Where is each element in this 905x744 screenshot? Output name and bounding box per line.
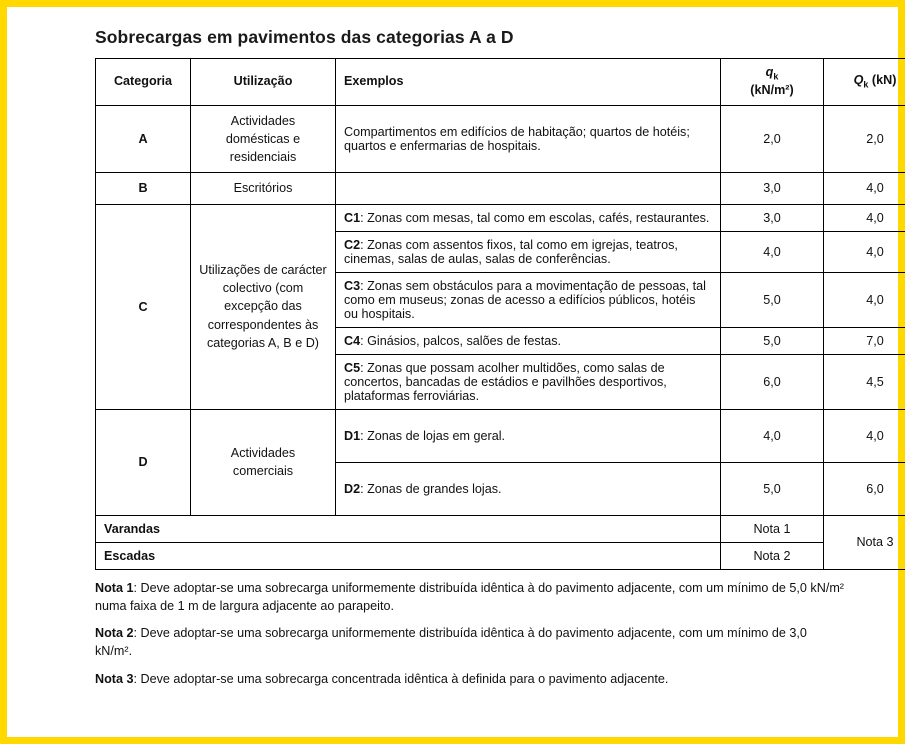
note-1-label: Nota 1	[95, 580, 134, 595]
note-1-text: : Deve adoptar-se uma sobrecarga uniformemente distribuída idêntica à do pavimento adjacente, com um mínimo de 5,0 kN/m² numa faixa de 1 m de largura adjacente ao parapeito.	[95, 580, 845, 613]
note-3-text: : Deve adoptar-se uma sobrecarga concentrada idêntica à definida para o pavimento adjacente.	[133, 671, 669, 686]
cell-Qk-c2: 4,0	[824, 231, 905, 272]
exemplo-text-c5: : Zonas que possam acolher multidões, como salas de concertos, bancadas de estádios e pavilhões desportivos, plataformas ferroviárias.	[344, 360, 667, 403]
Qk-subscript: k	[863, 79, 869, 90]
cell-qk-varandas: Nota 1	[721, 515, 824, 542]
cell-Qk-c4: 7,0	[824, 327, 905, 354]
exemplo-label-c1: C1	[344, 210, 361, 225]
table-header-row	[96, 59, 905, 106]
note-2	[95, 624, 847, 661]
page-title: Sobrecargas em pavimentos das categorias A a D	[95, 27, 514, 47]
cell-categoria-d: D	[96, 409, 191, 515]
cell-qk-d2: 5,0	[721, 462, 824, 515]
cell-exemplo-d1	[336, 409, 721, 462]
exemplo-text-c1: : Zonas com mesas, tal como em escolas, cafés, restaurantes.	[360, 210, 710, 225]
exemplo-text-c3: : Zonas sem obstáculos para a movimentação de pessoas, tal como em museus; zonas de acesso a edifícios públicos, hotéis ou hospitais.	[344, 278, 706, 321]
notes-section	[95, 579, 847, 688]
cell-qk-c5: 6,0	[721, 354, 824, 409]
cell-exemplo-c3	[336, 272, 721, 327]
column-header-exemplos: Exemplos	[336, 59, 721, 106]
table-row	[96, 105, 905, 173]
Qk-symbol: Q	[853, 72, 864, 87]
exemplo-label-c5: C5	[344, 360, 361, 375]
note-2-label: Nota 2	[95, 626, 134, 640]
cell-Qk-c1: 4,0	[824, 204, 905, 231]
Qk-unit: (kN)	[868, 72, 897, 87]
cell-Qk-varandas-escadas: Nota 3	[824, 515, 905, 569]
cell-qk-c4: 5,0	[721, 327, 824, 354]
cell-qk-escadas: Nota 2	[721, 542, 824, 569]
cell-varandas-label: Varandas	[96, 515, 721, 542]
cell-qk-d1: 4,0	[721, 409, 824, 462]
exemplo-text-c2: : Zonas com assentos fixos, tal como em igrejas, teatros, cinemas, salas de aulas, salas de conferências.	[344, 237, 678, 266]
table-row	[96, 515, 905, 542]
cell-qk-c3: 5,0	[721, 272, 824, 327]
cell-exemplo-c2	[336, 231, 721, 272]
exemplo-label-c3: C3	[344, 278, 361, 293]
exemplo-text-d1: : Zonas de lojas em geral.	[360, 428, 506, 443]
note-3-label: Nota 3	[95, 671, 134, 686]
cell-utilizacao-a: Actividades domésticas e residenciais	[191, 105, 336, 173]
column-header-utilizacao: Utilização	[191, 59, 336, 106]
note-1	[95, 579, 847, 616]
cell-escadas-label: Escadas	[96, 542, 721, 569]
exemplo-label-c2: C2	[344, 237, 361, 252]
exemplo-text-d2: : Zonas de grandes lojas.	[360, 481, 502, 496]
cell-Qk-d1: 4,0	[824, 409, 905, 462]
cell-utilizacao-c: Utilizações de carácter colectivo (com excepção das correspondentes às categorias A, B e D)	[191, 204, 336, 409]
qk-subscript: k	[773, 71, 779, 82]
table-header	[96, 59, 905, 106]
note-2-text: : Deve adoptar-se uma sobrecarga uniformemente distribuída idêntica à do pavimento adjacente, com um mínimo de 3,0 kN/m².	[95, 626, 807, 659]
qk-unit: (kN/m²)	[750, 82, 794, 97]
cell-exemplo-c1	[336, 204, 721, 231]
cell-Qk-b: 4,0	[824, 173, 905, 204]
cell-qk-c2: 4,0	[721, 231, 824, 272]
table-row	[96, 173, 905, 204]
column-header-Qk	[824, 59, 905, 106]
table-row	[96, 409, 905, 462]
cell-qk-c1: 3,0	[721, 204, 824, 231]
table-row	[96, 542, 905, 569]
cell-categoria-a: A	[96, 105, 191, 173]
cell-Qk-c5: 4,5	[824, 354, 905, 409]
cell-qk-b: 3,0	[721, 173, 824, 204]
cell-Qk-a: 2,0	[824, 105, 905, 173]
cell-exemplo-c4	[336, 327, 721, 354]
cell-exemplo-b	[336, 173, 721, 204]
cell-exemplo-a: Compartimentos em edifícios de habitação; quartos de hotéis; quartos e enfermarias de hospitais.	[336, 105, 721, 173]
cell-categoria-c: C	[96, 204, 191, 409]
exemplo-label-c4: C4	[344, 333, 361, 348]
table-row	[96, 204, 905, 231]
cell-exemplo-c5	[336, 354, 721, 409]
qk-symbol: q	[765, 65, 774, 79]
exemplo-text-c4: : Ginásios, palcos, salões de festas.	[360, 333, 562, 348]
loads-table	[95, 58, 905, 570]
cell-qk-a: 2,0	[721, 105, 824, 173]
cell-categoria-b: B	[96, 173, 191, 204]
cell-utilizacao-d: Actividades comerciais	[191, 409, 336, 515]
exemplo-label-d2: D2	[344, 481, 361, 496]
cell-Qk-c3: 4,0	[824, 272, 905, 327]
cell-Qk-d2: 6,0	[824, 462, 905, 515]
column-header-categoria: Categoria	[96, 59, 191, 106]
cell-utilizacao-b: Escritórios	[191, 173, 336, 204]
note-3	[95, 670, 847, 688]
exemplo-label-d1: D1	[344, 428, 361, 443]
cell-exemplo-d2	[336, 462, 721, 515]
table-body	[96, 105, 905, 569]
column-header-qk	[721, 59, 824, 106]
